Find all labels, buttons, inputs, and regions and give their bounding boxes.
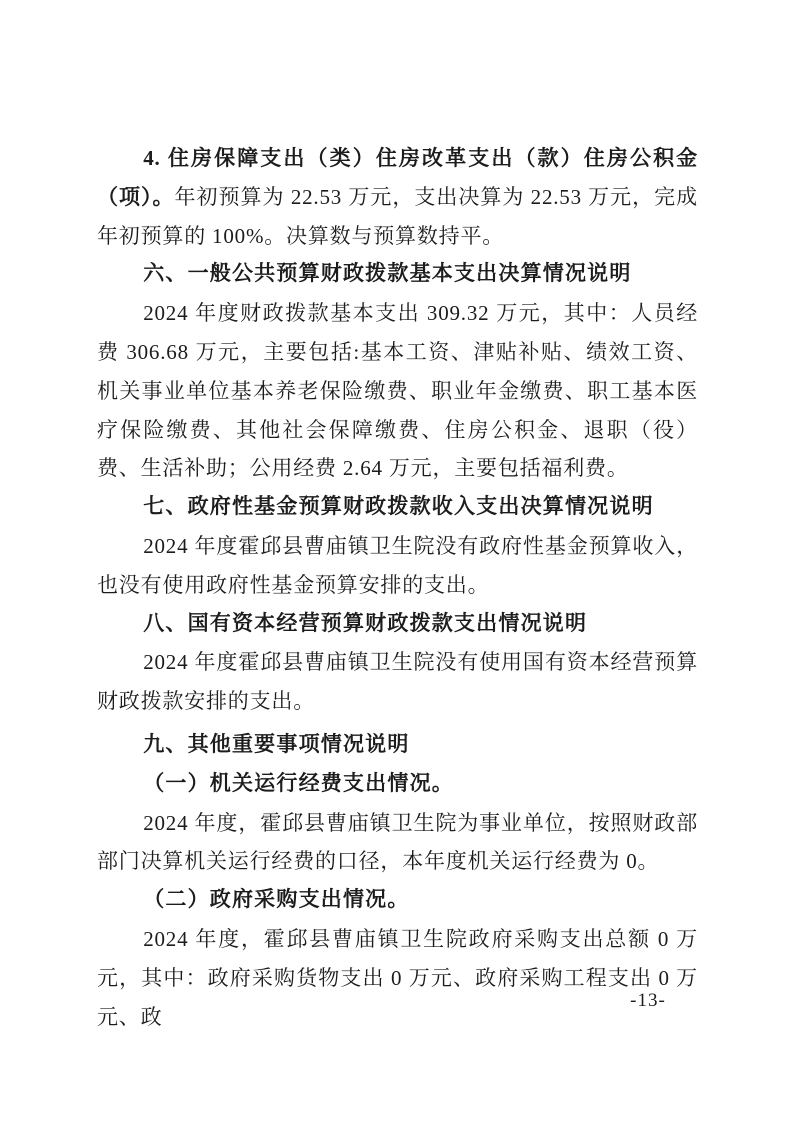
section9-sub2-heading: （二）政府采购支出情况。 xyxy=(143,888,410,912)
housing-item-body: 年初预算为 22.53 万元，支出决算为 22.53 万元，完成年初预算的 100%。决算数与预算数持平。 xyxy=(97,184,698,248)
section7-heading: 七、政府性基金预算财政拨款收入支出决算情况说明 xyxy=(143,495,654,519)
section6-heading: 六、一般公共预算财政拨款基本支出决算情况说明 xyxy=(143,262,632,286)
section9-sub2-body: 2024 年度，霍邱县曹庙镇卫生院政府采购支出总额 0 万元，其中：政府采购货物支出 0 万元、政府采购工程支出 0 万元、政 xyxy=(97,926,698,1029)
section9-sub1-heading: （一）机关运行经费支出情况。 xyxy=(143,771,454,795)
section9-sub1-body: 2024 年度，霍邱县曹庙镇卫生院为事业单位，按照财政部部门决算机关运行经费的口径，本年度机关运行经费为 0。 xyxy=(97,810,698,874)
section8-heading: 八、国有资本经营预算财政拨款支出情况说明 xyxy=(143,611,588,635)
page-number: -13- xyxy=(630,990,666,1011)
section8-body: 2024 年度霍邱县曹庙镇卫生院没有使用国有资本经营预算财政拨款安排的支出。 xyxy=(97,650,698,714)
section7-body: 2024 年度霍邱县曹庙镇卫生院没有政府性基金预算收入，也没有使用政府性基金预算安排的支出。 xyxy=(97,533,698,597)
section6-body: 2024 年度财政拨款基本支出 309.32 万元，其中：人员经费 306.68 万元，主要包括:基本工资、津贴补贴、绩效工资、机关事业单位基本养老保险缴费、职业年金缴费、职工基本医疗保险缴费、其他社会保障缴费、住房公积金、退职（役）费、生活补助；公用经费 2.64 万元，主要包括福利费。 xyxy=(97,301,698,481)
housing-item-lead: 4. 住房保障支出（类）住房改革支出（款）住房公积金（项）。 xyxy=(97,146,698,209)
section9-heading: 九、其他重要事项情况说明 xyxy=(143,732,410,756)
paragraph-housing-item xyxy=(97,139,698,255)
document-body xyxy=(97,139,698,1036)
